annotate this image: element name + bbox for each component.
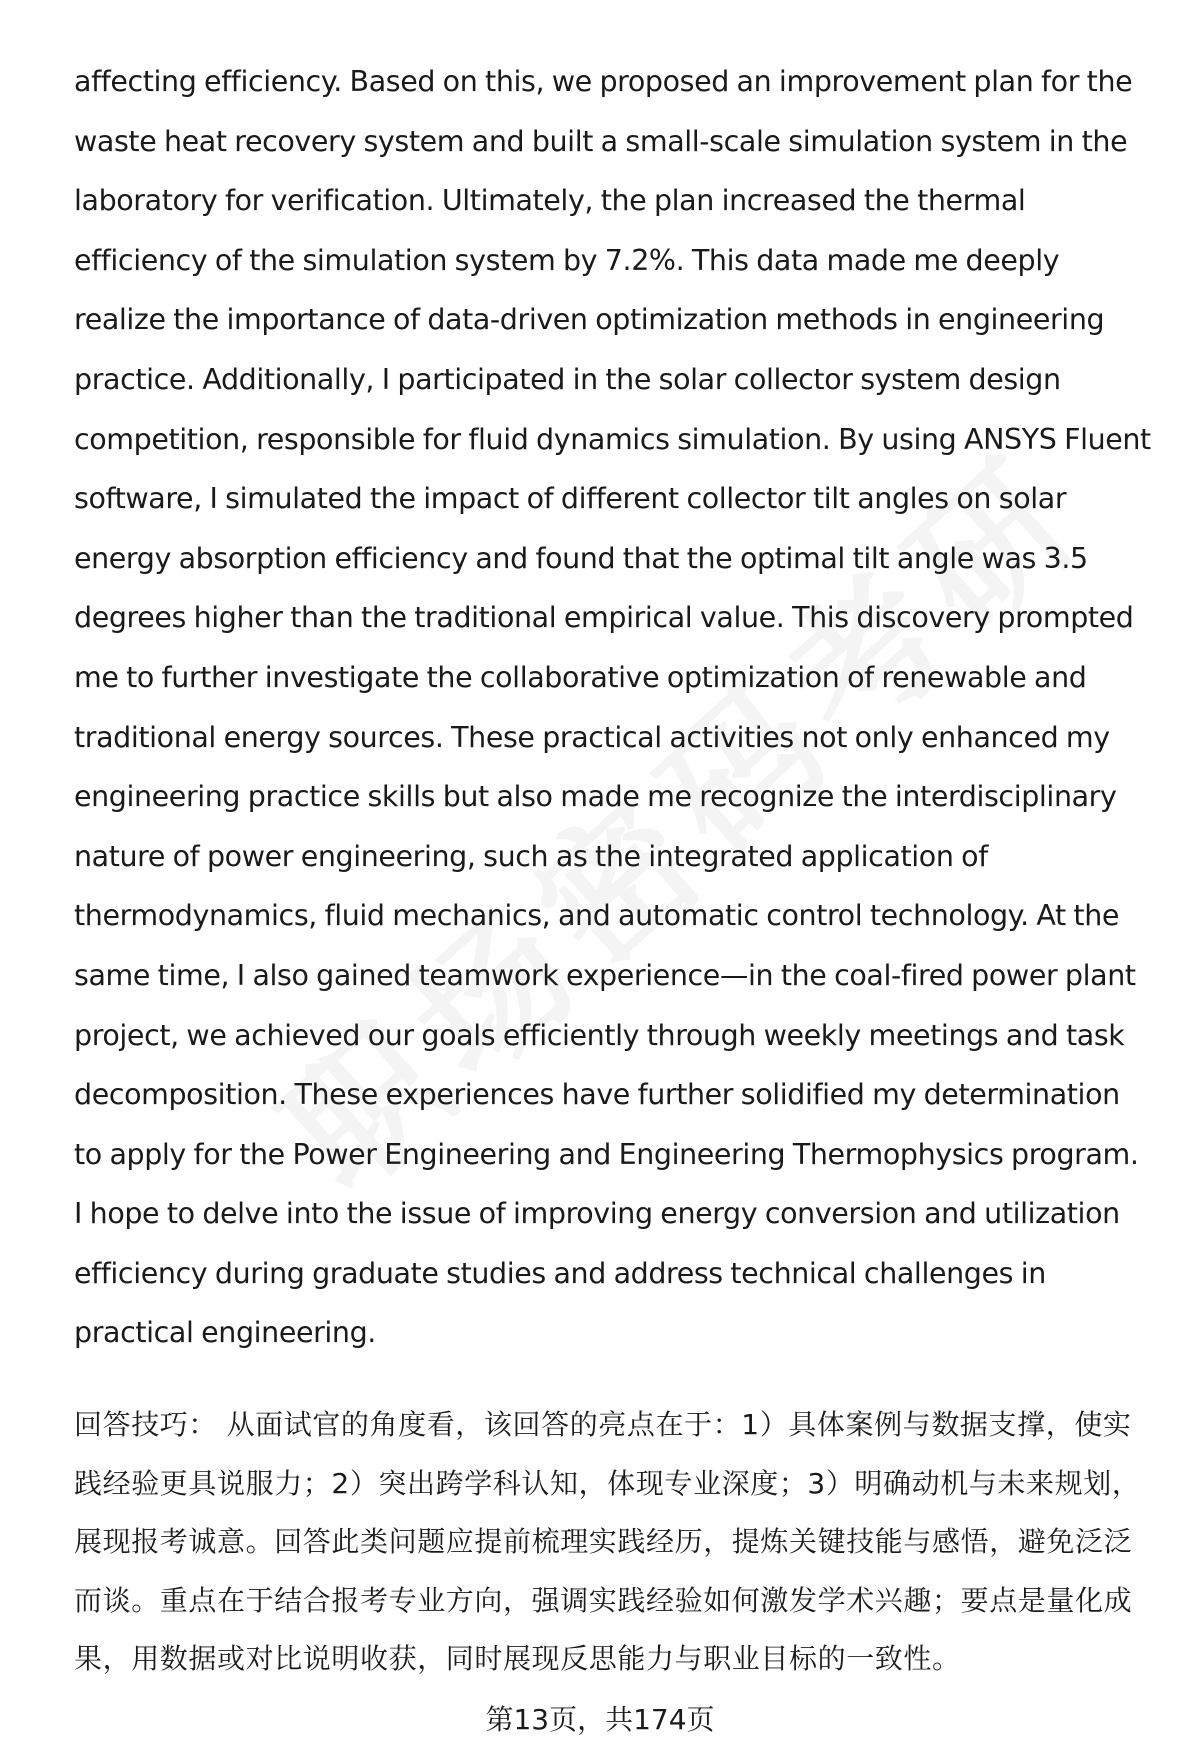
page-number-footer: 第13页，共174页 <box>485 1703 715 1736</box>
body-paragraph: affecting efficiency. Based on this, we proposed an improvement plan for the waste heat recovery system and built a small-scale simulation system in the laboratory for verification. Ultimately, the plan increased the thermal efficiency of the simulation system by 7.2%. This data made me deeply realize the importance of data-driven optimization methods in engineering practice. Additionally, I participated in the solar collector system design competition, responsible for fluid dynamics simulation. By using ANSYS Fluent software, I simulated the impact of different collector tilt angles on solar energy absorption efficiency and found that the optimal tilt angle was 3.5 degrees higher than the traditional empirical value. This discovery prompted me to further investigate the collaborative optimization of renewable and traditional energy sources. These practical activities not only enhanced my engineering practice skills but also made me recognize the interdisciplinary nature of power engineering, such as the integrated application of thermodynamics, fluid mechanics, and automatic control technology. At the same time, I also gained teamwork experience—in the coal-fired power plant project, we achieved our goals efficiently through weekly meetings and task decomposition. These experiences have further solidified my determination to apply for the Power Engineering and Engineering Thermophysics program. I hope to delve into the issue of improving energy conversion and utilization efficiency during graduate studies and address technical challenges in practical engineering. <box>74 65 1151 1350</box>
answer-tips-paragraph: 回答技巧： 从面试官的角度看，该回答的亮点在于：1）具体案例与数据支撑，使实践经验更具说服力；2）突出跨学科认知，体现专业深度；3）明确动机与未来规划，展现报考诚意。回答此类问题应提前梳理实践经历，提炼关键技能与感悟，避免泛泛而谈。重点在于结合报考专业方向，强调实践经验如何激发学术兴趣；要点是量化成果，用数据或对比说明收获，同时展现反思能力与职业目标的一致性。 <box>74 1408 1141 1675</box>
